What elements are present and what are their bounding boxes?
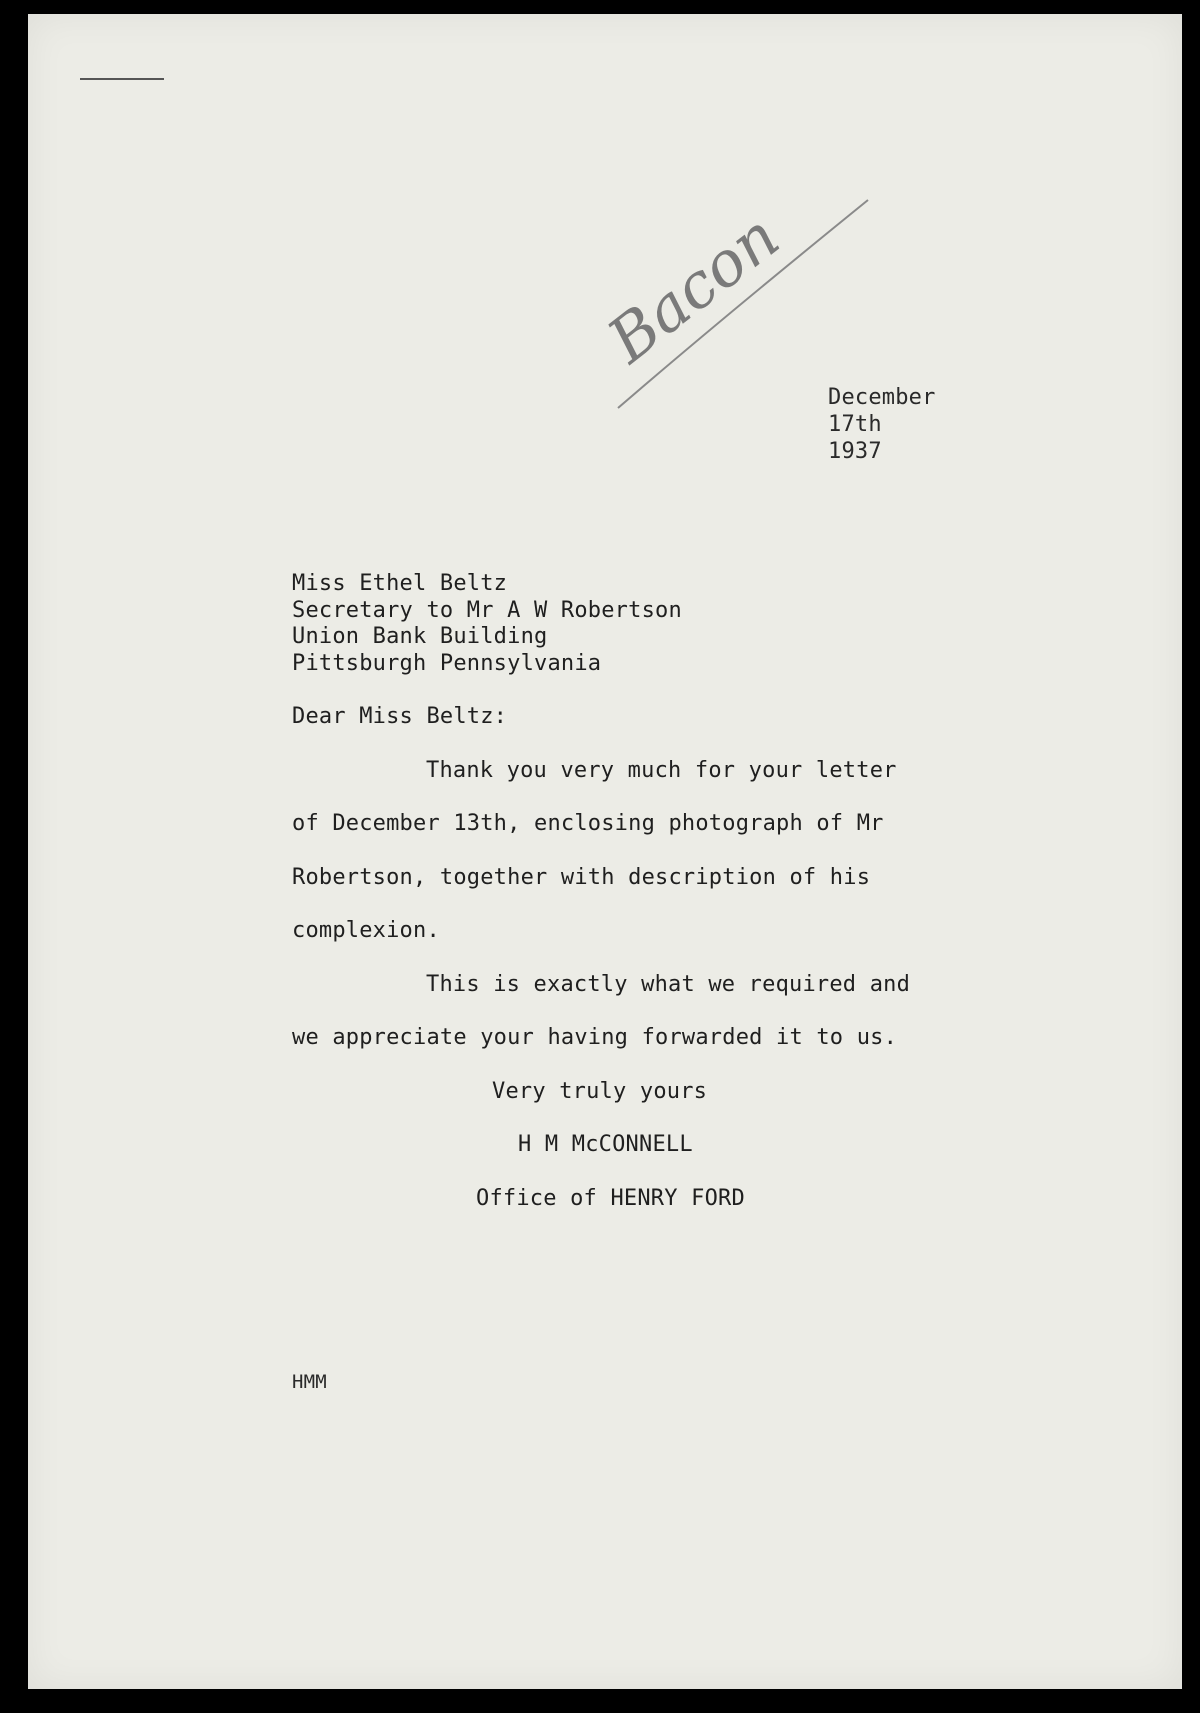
recipient-title: Secretary to Mr A W Robertson: [292, 598, 682, 623]
recipient-address-line2: Pittsburgh Pennsylvania: [292, 651, 602, 676]
recipient-address-line1: Union Bank Building: [292, 624, 548, 649]
recipient-name: Miss Ethel Beltz: [292, 571, 508, 596]
date-day: 17th: [828, 412, 882, 437]
signer-office: Office of HENRY FORD: [476, 1186, 745, 1211]
handwritten-note: Bacon: [594, 199, 793, 377]
body-line: Robertson, together with description of his: [292, 865, 871, 890]
date-month: December: [828, 385, 936, 410]
date-year: 1937: [828, 439, 882, 464]
body-line: we appreciate your having forwarded it to us.: [292, 1025, 898, 1050]
body-line: This is exactly what we required and: [426, 972, 911, 997]
body-line: of December 13th, enclosing photograph of Mr: [292, 811, 884, 836]
salutation: Dear Miss Beltz:: [292, 704, 508, 729]
body-line: Thank you very much for your letter: [426, 758, 897, 783]
typist-initials: HMM: [292, 1371, 327, 1393]
complimentary-close: Very truly yours: [492, 1079, 708, 1104]
signer-name: H M McCONNELL: [518, 1132, 693, 1157]
body-line: complexion.: [292, 918, 440, 943]
